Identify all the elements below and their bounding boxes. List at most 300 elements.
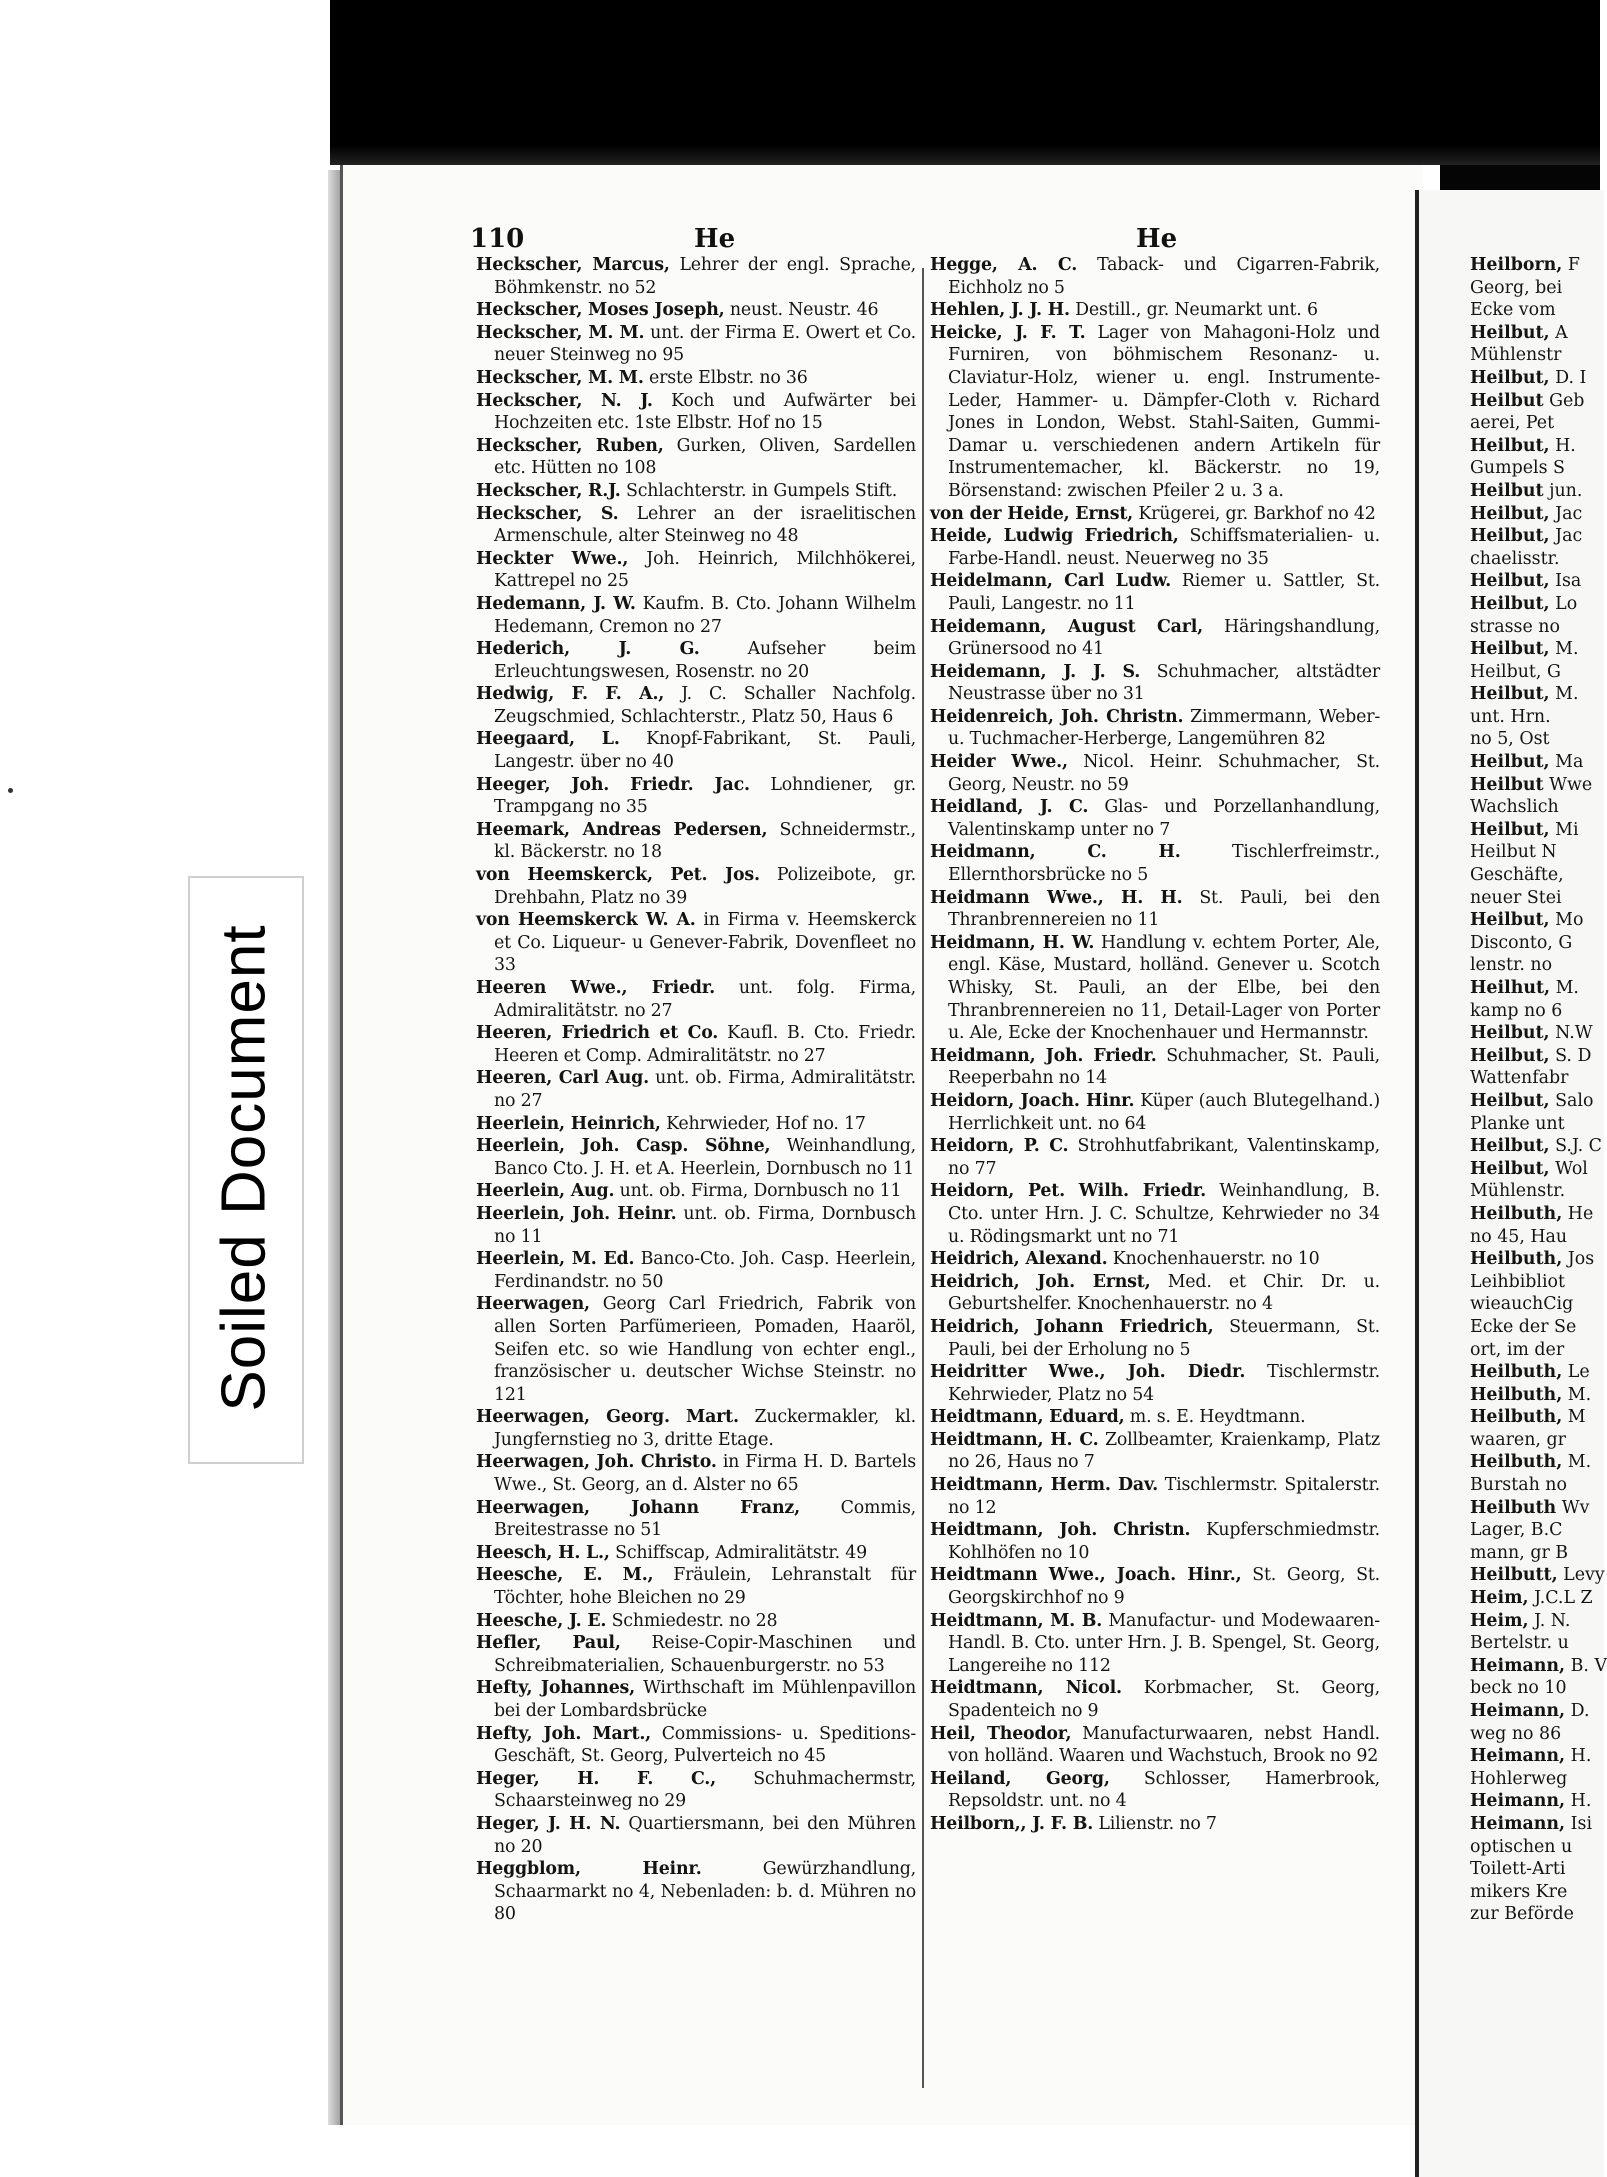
entry-details: Steuermann, St. Pauli, bei der Erholung no 5 xyxy=(948,1316,1380,1360)
entry-name: Heckscher, Ruben, xyxy=(476,435,664,456)
entry-name: Heilbut, xyxy=(1470,1023,1550,1044)
entry-name: Heilbut, xyxy=(1470,367,1550,388)
entry-details: Mühlenstr. xyxy=(1470,1181,1566,1202)
entry-details: Isi xyxy=(1570,1813,1593,1834)
entry-details: Lehrer der engl. Sprache, Böhmkenstr. no 52 xyxy=(494,255,916,298)
entry-name: Heilbuth, xyxy=(1470,1249,1563,1270)
entry-name: Heemark, Andreas Pedersen, xyxy=(476,819,768,840)
entry-details: Weinhandlung, B. Cto. unter Hrn. J. C. Schultze, Kehrwieder no 34 u. Rödingsmarkt unt no 71 xyxy=(948,1181,1381,1247)
directory-entry xyxy=(1470,1113,1600,1136)
entry-details: M. xyxy=(1555,978,1579,998)
entry-details: Commissions- u. Speditions-Geschäft, St. Georg, Pulverteich no 45 xyxy=(494,1723,917,1767)
entry-name: Heckscher, M. M. xyxy=(476,367,644,388)
directory-entry xyxy=(1470,819,1600,842)
directory-entry xyxy=(1470,1881,1600,1904)
directory-entry xyxy=(476,1497,916,1542)
entry-details: M. xyxy=(1567,1452,1592,1473)
entry-name: Heerwagen, Joh. Christo. xyxy=(476,1452,717,1473)
directory-entry xyxy=(1470,277,1600,300)
directory-entry xyxy=(1470,1316,1600,1339)
entry-details: D. xyxy=(1570,1701,1590,1721)
entry-details: Lehrer an der israelitischen Armenschule, alter Steinweg no 48 xyxy=(494,503,916,547)
entry-name: Hefler, Paul, xyxy=(476,1633,621,1654)
entry-details: Kupferschmiedmstr. Kohlhöfen no 10 xyxy=(948,1520,1381,1563)
entry-details: weg no 86 xyxy=(1470,1723,1562,1744)
directory-entry xyxy=(930,796,1380,841)
running-head-right: He xyxy=(1136,224,1178,254)
directory-entry xyxy=(1470,1836,1600,1859)
directory-entry xyxy=(1470,1700,1600,1723)
directory-entry xyxy=(1470,1451,1600,1474)
directory-entry xyxy=(930,1610,1380,1678)
directory-entry xyxy=(1470,593,1600,616)
directory-entry xyxy=(1470,1180,1600,1203)
directory-entry xyxy=(930,932,1380,1045)
directory-entry xyxy=(1470,1542,1600,1565)
entry-details: Mühlenstr xyxy=(1470,345,1562,366)
directory-entry xyxy=(1470,1610,1600,1633)
entry-details: Knochenhauerstr. no 10 xyxy=(1112,1249,1320,1270)
entry-details: Polizeibote, gr. Drehbahn, Platz no 39 xyxy=(494,865,916,908)
directory-entry xyxy=(1470,1022,1600,1045)
entry-details: Kaufm. B. Cto. Johann Wilhelm Hedemann, Cremon no 27 xyxy=(494,593,916,637)
directory-entry xyxy=(930,1564,1380,1609)
directory-entry xyxy=(476,638,916,683)
running-head-left: He xyxy=(694,224,736,254)
entry-name: Heicke, J. F. T. xyxy=(930,322,1086,343)
directory-entry xyxy=(1470,954,1600,977)
entry-name: Heerwagen, Johann Franz, xyxy=(476,1497,800,1518)
directory-entry xyxy=(476,1813,916,1858)
entry-name: Heimann, xyxy=(1470,1791,1566,1812)
entry-details: J.C.L Z xyxy=(1534,1588,1593,1609)
entry-name: Heidtmann, Herm. Dav. xyxy=(930,1475,1158,1496)
entry-details: Le xyxy=(1567,1362,1590,1383)
entry-name: Heeger, Joh. Friedr. Jac. xyxy=(476,774,750,795)
entry-details: B. V xyxy=(1570,1655,1607,1676)
directory-entry xyxy=(930,661,1380,706)
entry-name: Heilbut, xyxy=(1470,503,1550,524)
entry-details: jun. xyxy=(1549,480,1583,501)
directory-entry xyxy=(1470,457,1600,480)
entry-name: Heckscher, N. J. xyxy=(476,390,653,411)
entry-name: Heesche, E. M., xyxy=(476,1565,654,1586)
entry-details: Schiffscap, Admiralitätstr. 49 xyxy=(615,1542,868,1563)
directory-entry xyxy=(1470,1429,1600,1452)
directory-entry xyxy=(1470,1248,1600,1271)
directory-entry xyxy=(1470,1858,1600,1881)
entry-name: Heerlein, Joh. Casp. Söhne, xyxy=(476,1136,771,1157)
entry-details: Disconto, G xyxy=(1470,932,1573,953)
directory-entry xyxy=(930,1135,1380,1180)
entry-name: Heilborn,, J. F. B. xyxy=(930,1813,1094,1834)
entry-details: Tischlerfreimstr., Ellernthorsbrücke no 5 xyxy=(948,842,1380,886)
directory-entry xyxy=(1470,1293,1600,1316)
directory-entry xyxy=(1470,1158,1600,1181)
entry-details: D. I xyxy=(1555,367,1587,388)
entry-name: Heidmann, C. H. xyxy=(930,842,1181,863)
directory-entry xyxy=(476,435,916,480)
entry-details: unt. ob. Firma, Dornbusch no 11 xyxy=(619,1181,902,1202)
entry-details: Ma xyxy=(1555,752,1584,773)
entry-details: F xyxy=(1567,255,1580,275)
entry-details: Banco-Cto. Joh. Casp. Heerlein, Ferdinandstr. no 50 xyxy=(494,1249,916,1292)
entry-name: Heesch, H. L., xyxy=(476,1542,610,1563)
directory-entry xyxy=(1470,1790,1600,1813)
entry-details: S. D xyxy=(1555,1045,1592,1066)
directory-entry xyxy=(476,1723,916,1768)
entry-details: Kaufl. B. Cto. Friedr. Heeren et Comp. Admiralitätstr. no 27 xyxy=(494,1023,916,1066)
entry-details: chaelisstr. xyxy=(1470,548,1560,569)
entry-name: Heerlein, M. Ed. xyxy=(476,1249,635,1270)
entry-details: Lo xyxy=(1555,593,1578,614)
directory-entry xyxy=(1470,909,1600,932)
entry-name: Heckscher, Moses Joseph, xyxy=(476,300,725,321)
directory-entry xyxy=(930,616,1380,661)
entry-name: Heilbut xyxy=(1470,480,1544,501)
entry-details: waaren, gr xyxy=(1470,1429,1566,1450)
directory-entry xyxy=(1470,1203,1600,1226)
entry-details: Mo xyxy=(1555,910,1584,931)
entry-name: Heidmann, Joh. Friedr. xyxy=(930,1045,1157,1066)
directory-entry xyxy=(476,774,916,819)
entry-details: Isa xyxy=(1555,571,1582,592)
entry-details: Toilett-Arti xyxy=(1470,1859,1566,1880)
entry-name: Heilbuth, xyxy=(1470,1203,1563,1224)
directory-entry xyxy=(476,1542,916,1565)
entry-details: Zimmermann, Weber- u. Tuchmacher-Herberge, Langemühren 82 xyxy=(948,706,1380,750)
entry-details: Fräulein, Lehranstalt für Töchter, hohe Bleichen no 29 xyxy=(494,1565,917,1609)
entry-name: von der Heide, Ernst, xyxy=(930,503,1134,524)
entry-details: Commis, Breitestrasse no 51 xyxy=(494,1497,916,1541)
entry-details: mikers Kre xyxy=(1470,1881,1568,1902)
entry-details: A xyxy=(1555,322,1568,343)
entry-details: H. xyxy=(1570,1791,1592,1812)
entry-name: von Heemskerck, Pet. Jos. xyxy=(476,865,760,886)
directory-entry xyxy=(1470,322,1600,345)
entry-details: Joh. Heinrich, Milchhökerei, Kattrepel no 25 xyxy=(494,548,916,592)
entry-details: N.W xyxy=(1555,1023,1593,1044)
entry-name: Heilbut, xyxy=(1470,1045,1550,1066)
entry-name: Hedwig, F. F. A., xyxy=(476,684,665,705)
entry-details: Schlachterstr. in Gumpels Stift. xyxy=(626,480,898,501)
directory-entry xyxy=(1470,1745,1600,1768)
directory-entry xyxy=(1470,796,1600,819)
entry-name: Heerlein, Aug. xyxy=(476,1181,615,1202)
left-column xyxy=(476,254,916,2114)
entry-details: m. s. E. Heydtmann. xyxy=(1129,1407,1306,1428)
entry-details: Ecke vom xyxy=(1470,300,1556,321)
entry-name: Hederich, J. G. xyxy=(476,639,700,660)
entry-details: Tischlermstr. Spitalerstr. no 12 xyxy=(948,1475,1380,1518)
entry-details: beck no 10 xyxy=(1470,1678,1567,1699)
directory-entry xyxy=(1470,616,1600,639)
directory-entry xyxy=(1470,367,1600,390)
entry-details: zur Beförde xyxy=(1470,1904,1574,1925)
directory-entry xyxy=(476,390,916,435)
directory-entry xyxy=(930,525,1380,570)
entry-details: Georg Carl Friedrich, Fabrik von allen Sorten Parfümerieen, Pomaden, Haaröl, Seifen etc. so wie Handlung von echter engl., französischer u. deutscher Wichse Steinstr. no 121 xyxy=(494,1294,916,1405)
directory-entry xyxy=(1470,1813,1600,1836)
entry-details: Koch und Aufwärter bei Hochzeiten etc. 1ste Elbstr. Hof no 15 xyxy=(494,390,916,434)
entry-name: Heider Wwe., xyxy=(930,752,1068,773)
directory-entry xyxy=(476,1203,916,1248)
entry-details: Schiffsmaterialien- u. Farbe-Handl. neust. Neuerweg no 35 xyxy=(948,526,1380,569)
entry-details: Reise-Copir-Maschinen und Schreibmaterialien, Schauenburgerstr. no 53 xyxy=(494,1633,916,1676)
entry-name: Heilbut, xyxy=(1470,910,1550,931)
directory-entry xyxy=(930,1474,1380,1519)
entry-name: Heidmann Wwe., H. H. xyxy=(930,887,1183,908)
entry-name: Heilbut, xyxy=(1470,593,1550,614)
entry-name: Heil, Theodor, xyxy=(930,1723,1072,1744)
directory-entry xyxy=(476,1564,916,1609)
entry-details: M. xyxy=(1567,1384,1592,1405)
entry-name: Heerwagen, xyxy=(476,1294,590,1315)
entry-name: Heidtmann Wwe., Joach. Hinr., xyxy=(930,1565,1242,1586)
entry-details: Schlosser, Hamerbrook, Repsoldstr. unt. no 4 xyxy=(948,1768,1380,1812)
entry-details: M. xyxy=(1555,684,1579,705)
entry-name: Heerlein, Heinrich, xyxy=(476,1113,661,1134)
entry-details: in Firma H. D. Bartels Wwe., St. Georg, an d. Alster no 65 xyxy=(494,1452,916,1496)
entry-name: Heidrich, Johann Friedrich, xyxy=(930,1316,1214,1337)
entry-name: Heidemann, J. J. S. xyxy=(930,661,1141,682)
directory-entry xyxy=(1470,1067,1600,1090)
entry-name: Heidenreich, Joh. Christn. xyxy=(930,706,1184,727)
entry-name: Heilbuth, xyxy=(1470,1384,1563,1405)
entry-details: Geb xyxy=(1549,390,1585,411)
entry-details: Strohhutfabrikant, Valentinskamp, no 77 xyxy=(948,1136,1380,1179)
directory-entry xyxy=(476,1067,916,1112)
entry-name: Heimann, xyxy=(1470,1746,1566,1767)
entry-name: Heesche, J. E. xyxy=(476,1610,607,1631)
entry-details: Wv xyxy=(1561,1497,1590,1518)
entry-name: Heerwagen, Georg. Mart. xyxy=(476,1407,739,1428)
entry-name: Heidtmann, Joh. Christn. xyxy=(930,1520,1191,1541)
directory-entry xyxy=(930,570,1380,615)
entry-name: Heilbut, xyxy=(1470,571,1550,592)
directory-entry xyxy=(1470,774,1600,797)
entry-name: Heilbut, xyxy=(1470,819,1550,840)
entry-details: Wirthschaft im Mühlenpavillon bei der Lombardsbrücke xyxy=(494,1678,917,1721)
entry-details: Kehrwieder, Hof no. 17 xyxy=(666,1113,866,1134)
entry-details: Bertelstr. u xyxy=(1470,1633,1569,1654)
directory-entry xyxy=(1470,344,1600,367)
entry-details: Schmiedestr. no 28 xyxy=(611,1610,778,1631)
directory-entry xyxy=(930,1723,1380,1768)
entry-details: Lager, B.C xyxy=(1470,1520,1563,1541)
directory-entry xyxy=(930,1361,1380,1406)
entry-details: Mi xyxy=(1555,819,1579,840)
entry-details: Heilbut N xyxy=(1470,842,1557,863)
directory-entry xyxy=(476,548,916,593)
directory-entry xyxy=(1470,299,1600,322)
entry-name: Heilbuth, xyxy=(1470,1407,1563,1428)
directory-entry xyxy=(930,1271,1380,1316)
directory-entry xyxy=(1470,1677,1600,1700)
directory-entry xyxy=(476,909,916,977)
entry-details: Salo xyxy=(1555,1090,1594,1111)
entry-name: Heilbut xyxy=(1470,774,1544,795)
entry-name: Heilbuth, xyxy=(1470,1362,1563,1383)
directory-entry xyxy=(1470,1271,1600,1294)
entry-name: Heggblom, Heinr. xyxy=(476,1859,702,1880)
directory-entry xyxy=(1470,1226,1600,1249)
directory-entry xyxy=(1470,412,1600,435)
entry-name: Heilbuth xyxy=(1470,1497,1557,1518)
directory-entry xyxy=(476,299,916,322)
entry-name: Heilhut, xyxy=(1470,978,1551,998)
entry-name: Heger, J. H. N. xyxy=(476,1813,621,1834)
entry-details: optischen u xyxy=(1470,1836,1573,1857)
entry-name: Heidland, J. C. xyxy=(930,797,1089,818)
directory-entry xyxy=(476,322,916,367)
entry-details: He xyxy=(1567,1203,1594,1224)
entry-details: Riemer u. Sattler, St. Pauli, Langestr. no 11 xyxy=(948,571,1380,614)
entry-name: Heerlein, Joh. Heinr. xyxy=(476,1203,677,1224)
directory-entry xyxy=(476,1113,916,1136)
entry-details: in Firma v. Heemskerck et Co. Liqueur- u Genever-Fabrik, Dovenfleet no 33 xyxy=(494,910,917,976)
entry-details: Nicol. Heinr. Schuhmacher, St. Georg, Neustr. no 59 xyxy=(948,752,1380,795)
entry-details: Burstah no xyxy=(1470,1475,1567,1496)
entry-name: Heidtmann, H. C. xyxy=(930,1429,1099,1450)
soiled-document-label: Soiled Document xyxy=(209,924,279,1412)
entry-details: unt. folg. Firma, Admiralitätstr. no 27 xyxy=(494,978,917,1021)
directory-entry xyxy=(1470,390,1600,413)
entry-name: Heidritter Wwe., Joh. Diedr. xyxy=(930,1362,1246,1383)
entry-name: Heidorn, P. C. xyxy=(930,1136,1069,1157)
entry-details: mann, gr B xyxy=(1470,1542,1569,1563)
directory-entry xyxy=(1470,480,1600,503)
entry-details: Handlung v. echtem Porter, Ale, engl. Käse, Mustard, holländ. Genever u. Scotch Whisky, St. Pauli, an der Elbe, bei den Thranbrennereien no 11, Detail-Lager von Porter u. Ale, Ecke der Knochenhauer und Hermannstr. xyxy=(948,932,1380,1044)
directory-entry xyxy=(1470,1406,1600,1429)
directory-entry xyxy=(476,819,916,864)
entry-details: Gumpels S xyxy=(1470,458,1565,479)
entry-details: Glas- und Porzellanhandlung, Valentinskamp unter no 7 xyxy=(948,797,1380,840)
entry-details: neuer Stei xyxy=(1470,887,1562,908)
directory-entry xyxy=(476,1610,916,1633)
entry-details: Zollbeamter, Kraienkamp, Platz no 26, Haus no 7 xyxy=(948,1429,1381,1473)
directory-entry xyxy=(1470,1384,1600,1407)
directory-entry xyxy=(1470,254,1600,277)
directory-entry xyxy=(476,1248,916,1293)
directory-entry xyxy=(930,1180,1380,1248)
directory-entry xyxy=(930,887,1380,932)
directory-entry xyxy=(1470,1632,1600,1655)
directory-entry xyxy=(930,1045,1380,1090)
entry-name: Heeren, Friedrich et Co. xyxy=(476,1023,719,1044)
directory-entry xyxy=(476,1632,916,1677)
entry-details: Hohlerweg xyxy=(1470,1768,1568,1789)
directory-entry xyxy=(1470,1000,1600,1023)
entry-name: Heidrich, Alexand. xyxy=(930,1249,1108,1270)
entry-details: Korbmacher, St. Georg, Spadenteich no 9 xyxy=(948,1678,1380,1721)
entry-details: wieauchCig xyxy=(1470,1294,1574,1315)
directory-entry xyxy=(1470,977,1600,1000)
directory-entry xyxy=(476,1858,916,1926)
entry-details: Gewürzhandlung, Schaarmarkt no 4, Nebenladen: b. d. Mühren no 80 xyxy=(494,1859,916,1925)
entry-name: Heilbutt, xyxy=(1470,1565,1558,1586)
entry-name: Heide, Ludwig Friedrich, xyxy=(930,526,1179,547)
directory-entry xyxy=(1470,887,1600,910)
entry-name: Heiland, Georg, xyxy=(930,1768,1110,1789)
entry-details: Lohndiener, gr. Trampgang no 35 xyxy=(494,774,917,818)
entry-details: kamp no 6 xyxy=(1470,1000,1563,1021)
directory-entry xyxy=(1470,706,1600,729)
entry-details: Aufseher beim Erleuchtungswesen, Rosenstr. no 20 xyxy=(494,639,916,682)
directory-entry xyxy=(476,728,916,773)
right-column xyxy=(930,254,1380,2114)
entry-name: Heilbut, xyxy=(1470,1090,1550,1111)
entry-details: lenstr. no xyxy=(1470,955,1553,976)
entry-details: Weinhandlung, Banco Cto. J. H. et A. Heerlein, Dornbusch no 11 xyxy=(494,1136,916,1179)
entry-name: Heckter Wwe., xyxy=(476,548,629,569)
entry-details: Zuckermakler, kl. Jungfernstieg no 3, dritte Etage. xyxy=(494,1407,916,1450)
directory-entry xyxy=(476,1180,916,1203)
directory-entry xyxy=(1470,1045,1600,1068)
entry-details: unt. ob. Firma, Dornbusch no 11 xyxy=(494,1203,916,1247)
entry-details: erste Elbstr. no 36 xyxy=(649,367,808,388)
directory-entry xyxy=(1470,1519,1600,1542)
directory-entry xyxy=(1470,1090,1600,1113)
entry-details: no 5, Ost xyxy=(1470,729,1550,750)
entry-details: Levy xyxy=(1563,1565,1605,1586)
entry-details: H. xyxy=(1570,1746,1592,1767)
entry-name: Hefty, Joh. Mart., xyxy=(476,1723,652,1744)
directory-entry xyxy=(1470,1655,1607,1678)
entry-details: Quartiersmann, bei den Mühren no 20 xyxy=(494,1813,917,1857)
entry-details: unt. Hrn. xyxy=(1470,706,1551,727)
entry-details: Tischlermstr. Kehrwieder, Platz no 54 xyxy=(948,1362,1380,1405)
entry-name: Heidorn, Joach. Hinr. xyxy=(930,1090,1135,1111)
entry-details: H. xyxy=(1555,435,1576,456)
entry-details: Jac xyxy=(1555,503,1583,524)
entry-name: Heilbut, xyxy=(1470,435,1550,456)
entry-details: Wwe xyxy=(1549,774,1593,795)
entry-name: Heidtmann, Nicol. xyxy=(930,1678,1122,1699)
directory-entry xyxy=(1470,1361,1600,1384)
entry-details: St. Pauli, bei den Thranbrennereien no 11 xyxy=(948,887,1380,931)
entry-details: Wattenfabr xyxy=(1470,1068,1569,1089)
directory-entry xyxy=(476,367,916,390)
entry-details: M. xyxy=(1555,639,1579,660)
entry-name: Heckscher, R.J. xyxy=(476,480,621,501)
directory-entry xyxy=(1470,1339,1600,1362)
directory-entry xyxy=(1470,1723,1600,1746)
directory-entry xyxy=(1470,570,1600,593)
entry-details: Ecke der Se xyxy=(1470,1316,1577,1337)
entry-details: Taback- und Cigarren-Fabrik, Eichholz no 5 xyxy=(948,255,1381,298)
entry-details: Leihbibliot xyxy=(1470,1271,1566,1292)
entry-name: Heidtmann, Eduard, xyxy=(930,1407,1125,1428)
entry-details: Manufactur- und Modewaaren-Handl. B. Cto. unter Hrn. J. B. Spengel, St. Georg, Langereihe no 112 xyxy=(948,1610,1380,1676)
entry-details: Geschäfte, xyxy=(1470,865,1564,886)
entry-details: J. C. Schaller Nachfolg. Zeugschmied, Schlachterstr., Platz 50, Haus 6 xyxy=(494,684,916,727)
directory-entry xyxy=(1470,661,1600,684)
entry-name: Heilbut xyxy=(1470,390,1544,411)
entry-details: J. N. xyxy=(1534,1610,1571,1631)
directory-entry xyxy=(476,1768,916,1813)
directory-entry xyxy=(1470,548,1600,571)
entry-details: Krügerei, gr. Barkhof no 42 xyxy=(1138,503,1376,524)
entry-details: Gurken, Oliven, Sardellen etc. Hütten no 108 xyxy=(494,435,916,479)
entry-details: Schuhmacher, St. Pauli, Reeperbahn no 14 xyxy=(948,1045,1380,1089)
entry-details: neust. Neustr. 46 xyxy=(729,300,879,321)
directory-entry xyxy=(930,1316,1380,1361)
entry-details: strasse no xyxy=(1470,616,1560,637)
entry-name: Heidtmann, M. B. xyxy=(930,1610,1103,1631)
entry-details: Küper (auch Blutegelhand.) Herrlichkeit unt. no 64 xyxy=(948,1090,1380,1134)
directory-entry xyxy=(930,841,1380,886)
